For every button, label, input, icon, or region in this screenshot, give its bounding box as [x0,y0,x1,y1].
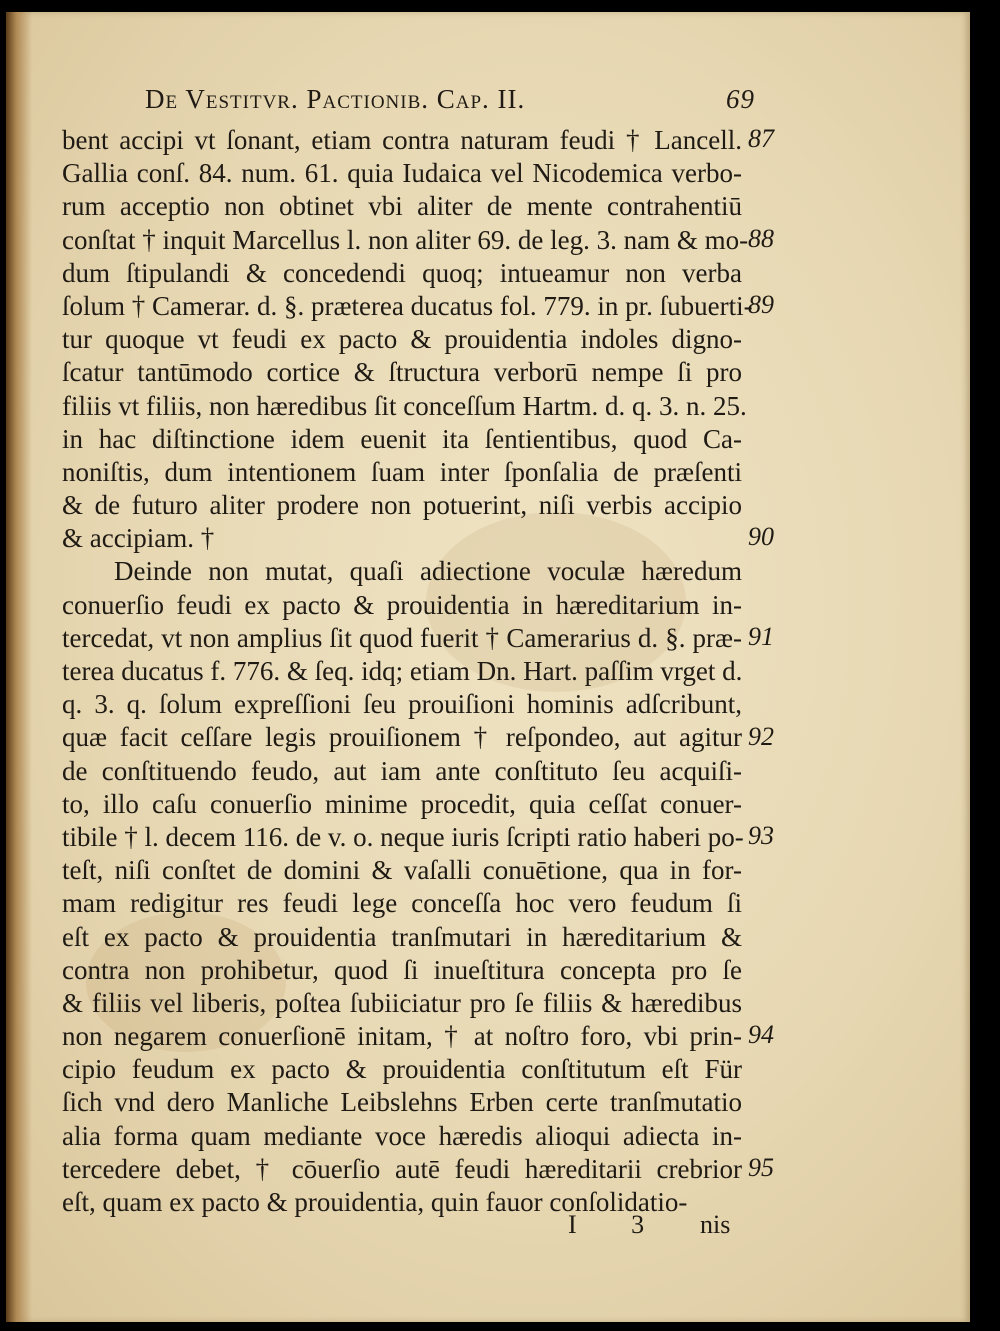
text-line: rum acceptio non obtinet vbi aliter de mente contrahentiū [62,191,742,222]
text-line: & de futuro aliter prodere non potuerint, niſi verbis accipio [62,490,742,521]
margin-number: 95 [748,1153,774,1183]
signature-mark: I 3 [568,1210,669,1239]
margin-number: 94 [748,1020,774,1050]
text-line: eſt, quam ex pacto & prouidentia, quin fauor conſolidatio- [62,1187,688,1217]
text-line: eſt ex pacto & prouidentia tranſmutari in hæreditarium & [62,921,742,952]
text-line: conuerſio feudi ex pacto & prouidentia in hæreditarium in- [62,589,742,620]
binding-gutter [6,12,32,1322]
text-line: quæ facit ceſſare legis prouiſionem † reſpondeo, aut agitur [62,722,742,753]
text-line: bent accipi vt ſonant, etiam contra naturam feudi † Lancell. [62,125,742,155]
margin-number: 87 [748,124,774,153]
text-line: filiis vt filiis, non hæredibus ſit conceſſum Hartm. d. q. 3. n. 25. [62,390,747,421]
text-line: conſtat † inquit Marcellus l. non aliter 69. de leg. 3. nam & mo- [62,224,749,255]
catchword: nis [700,1210,731,1239]
text-line: de conſtituendo feudo, aut iam ante conſtituto ſeu acquiſi- [62,755,742,786]
text-line: contra non prohibetur, quod ſi inueſtitura concepta pro ſe [62,954,742,985]
text-line: Gallia conſ. 84. num. 61. quia Iudaica vel Nicodemica verbo- [62,158,742,189]
margin-number: 89 [748,290,774,319]
text-line: & filiis vel liberis, poſtea ſubiiciatur pro ſe filiis & hæredibus [62,987,742,1018]
text-line: ſolum † Camerar. d. §. præterea ducatus fol. 779. in pr. ſubuerti- [62,290,753,321]
body-text [62,124,753,1219]
text-line: mam redigitur res feudi lege conceſſa hoc vero feudum ſi [62,888,742,919]
margin-number: 93 [748,821,774,851]
margin-number: 91 [748,622,774,651]
text-line: ſcatur tantūmodo cortice & ſtructura verborū nempe ſi pro [62,357,742,388]
text-line: alia forma quam mediante voce hæredis alioqui adiecta in- [62,1120,742,1151]
text-line: in hac diſtinctione idem euenit ita ſentientibus, quod Ca- [62,423,742,454]
margin-number: 92 [748,721,774,751]
text-line: dum ſtipulandi & concedendi quoq; intueamur non verba [62,257,742,288]
text-line: cipio feudum ex pacto & prouidentia conſtitutum eſt Für [62,1054,742,1085]
text-line: q. 3. q. ſolum expreſſioni ſeu prouiſioni hominis adſcribunt, [62,689,742,720]
text-line: tercedat, vt non amplius ſit quod fuerit † Camerarius d. §. præ- [62,622,742,653]
text-line: teſt, niſi conſtet de domini & vaſalli conuētione, qua in for- [62,855,742,886]
header-title: De Vestitvr. Pactionib. Cap. II. [145,84,526,114]
text-line: tur quoque vt feudi ex pacto & prouidentia indoles digno- [62,324,742,355]
margin-number: 90 [748,522,774,552]
text-line: & accipiam. † [62,523,215,554]
page-number: 69 [726,84,755,114]
text-line: terea ducatus f. 776. & ſeq. idq; etiam Dn. Hart. paſſim vrget d. [62,656,743,686]
margin-number: 88 [748,223,774,253]
text-line: non negarem conuerſionē initam, † at noſtro foro, vbi prin- [62,1021,742,1052]
text-line: noniſtis, dum intentionem ſuam inter ſponſalia de præſenti [62,456,742,487]
text-line: tercedere debet, † cōuerſio autē feudi hæreditarii crebrior [62,1153,742,1184]
text-line: ſich vnd dero Manliche Leibslehns Erben certe tranſmutatio [62,1087,742,1118]
running-header [145,84,755,124]
text-line: tibile † l. decem 116. de v. o. neque iuris ſcripti ratio haberi po- [62,821,744,852]
text-line: Deinde non mutat, quaſi adiectione voculæ hæredum [114,556,742,587]
text-line: to, illo caſu conuerſio minime procedit, quia ceſſat conuer- [62,788,742,819]
